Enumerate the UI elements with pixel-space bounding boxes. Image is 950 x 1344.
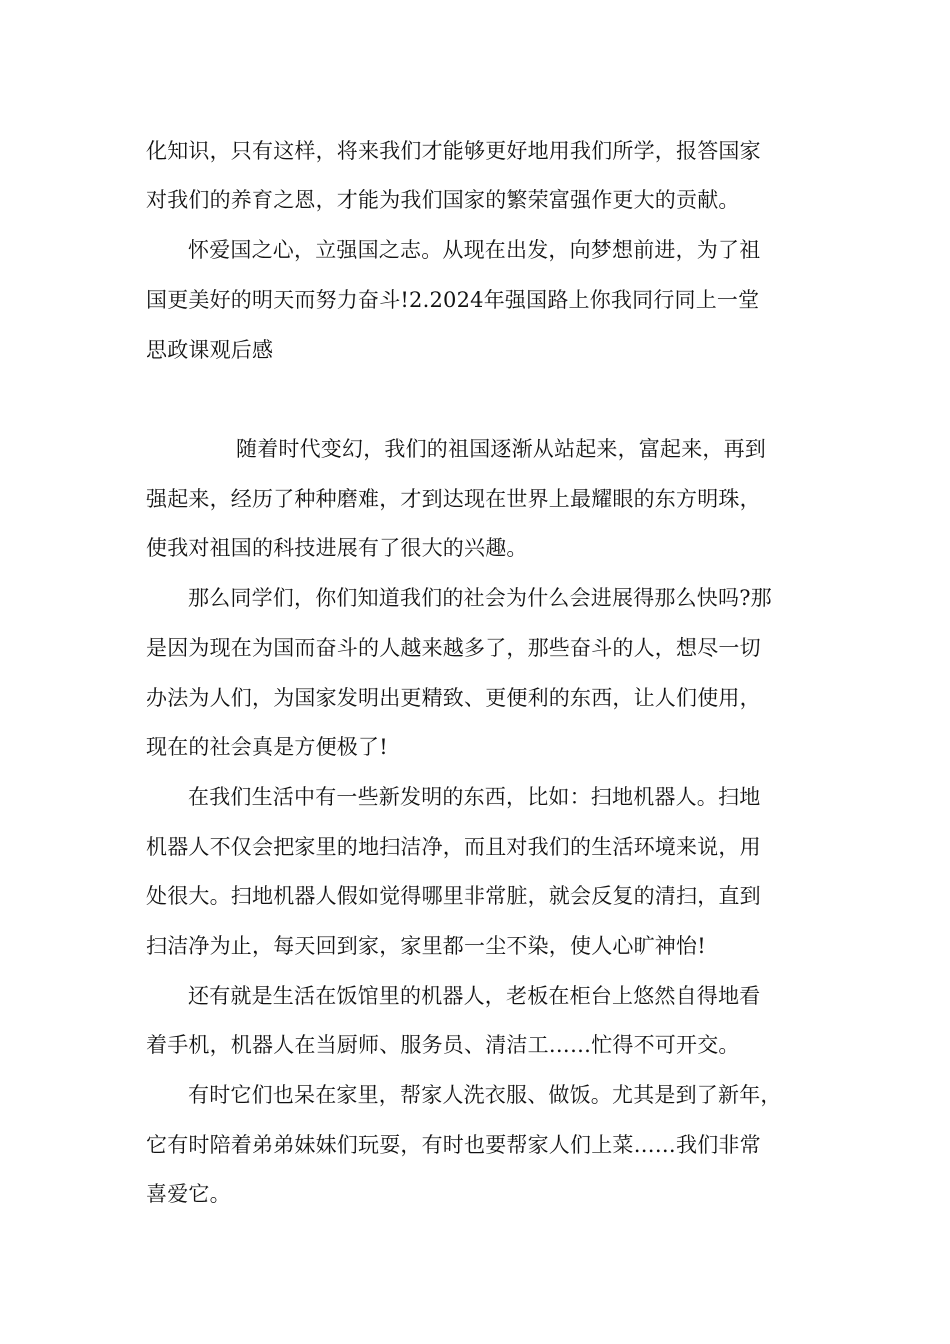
text-line: 扫洁净为止，每天回到家，家里都一尘不染，使人心旷神怡! <box>146 934 706 958</box>
text-line: 那么同学们，你们知道我们的社会为什么会进展得那么快吗?那 <box>188 586 772 610</box>
text-line: 化知识，只有这样，将来我们才能够更好地用我们所学，报答国家 <box>146 139 761 163</box>
text-line: 对我们的养育之恩，才能为我们国家的繁荣富强作更大的贡献。 <box>146 188 740 212</box>
text-line: 喜爱它。 <box>146 1182 231 1206</box>
text-line: 现在的社会真是方便极了! <box>146 735 388 759</box>
text-line: 机器人不仅会把家里的地扫洁净，而且对我们的生活环境来说，用 <box>146 835 761 859</box>
text-line: 在我们生活中有一些新发明的东西，比如：扫地机器人。扫地 <box>188 785 761 809</box>
text-line: 强起来，经历了种种磨难，才到达现在世界上最耀眼的东方明珠， <box>146 487 761 511</box>
text-line: 使我对祖国的科技进展有了很大的兴趣。 <box>146 536 528 560</box>
text-line: 是因为现在为国而奋斗的人越来越多了，那些奋斗的人，想尽一切 <box>146 636 761 660</box>
text-line: 还有就是生活在饭馆里的机器人，老板在柜台上悠然自得地看 <box>188 984 761 1008</box>
text-line: 它有时陪着弟弟妹妹们玩耍，有时也要帮家人们上菜……我们非常 <box>146 1133 761 1157</box>
text-line: 怀爱国之心，立强国之志。从现在出发，向梦想前进，为了祖 <box>188 238 761 262</box>
text-line: 随着时代变幻，我们的祖国逐渐从站起来，富起来，再到 <box>236 437 766 461</box>
text-line: 处很大。扫地机器人假如觉得哪里非常脏，就会反复的清扫，直到 <box>146 884 761 908</box>
text-line: 着手机，机器人在当厨师、服务员、清洁工……忙得不可开交。 <box>146 1033 740 1057</box>
text-line: 国更美好的明天而努力奋斗!2.2024年强国路上你我同行同上一堂 <box>146 288 760 312</box>
text-line: 有时它们也呆在家里，帮家人洗衣服、做饭。尤其是到了新年， <box>188 1083 782 1107</box>
text-line: 办法为人们，为国家发明出更精致、更便利的东西，让人们使用， <box>146 686 761 710</box>
text-line: 思政课观后感 <box>146 338 274 362</box>
